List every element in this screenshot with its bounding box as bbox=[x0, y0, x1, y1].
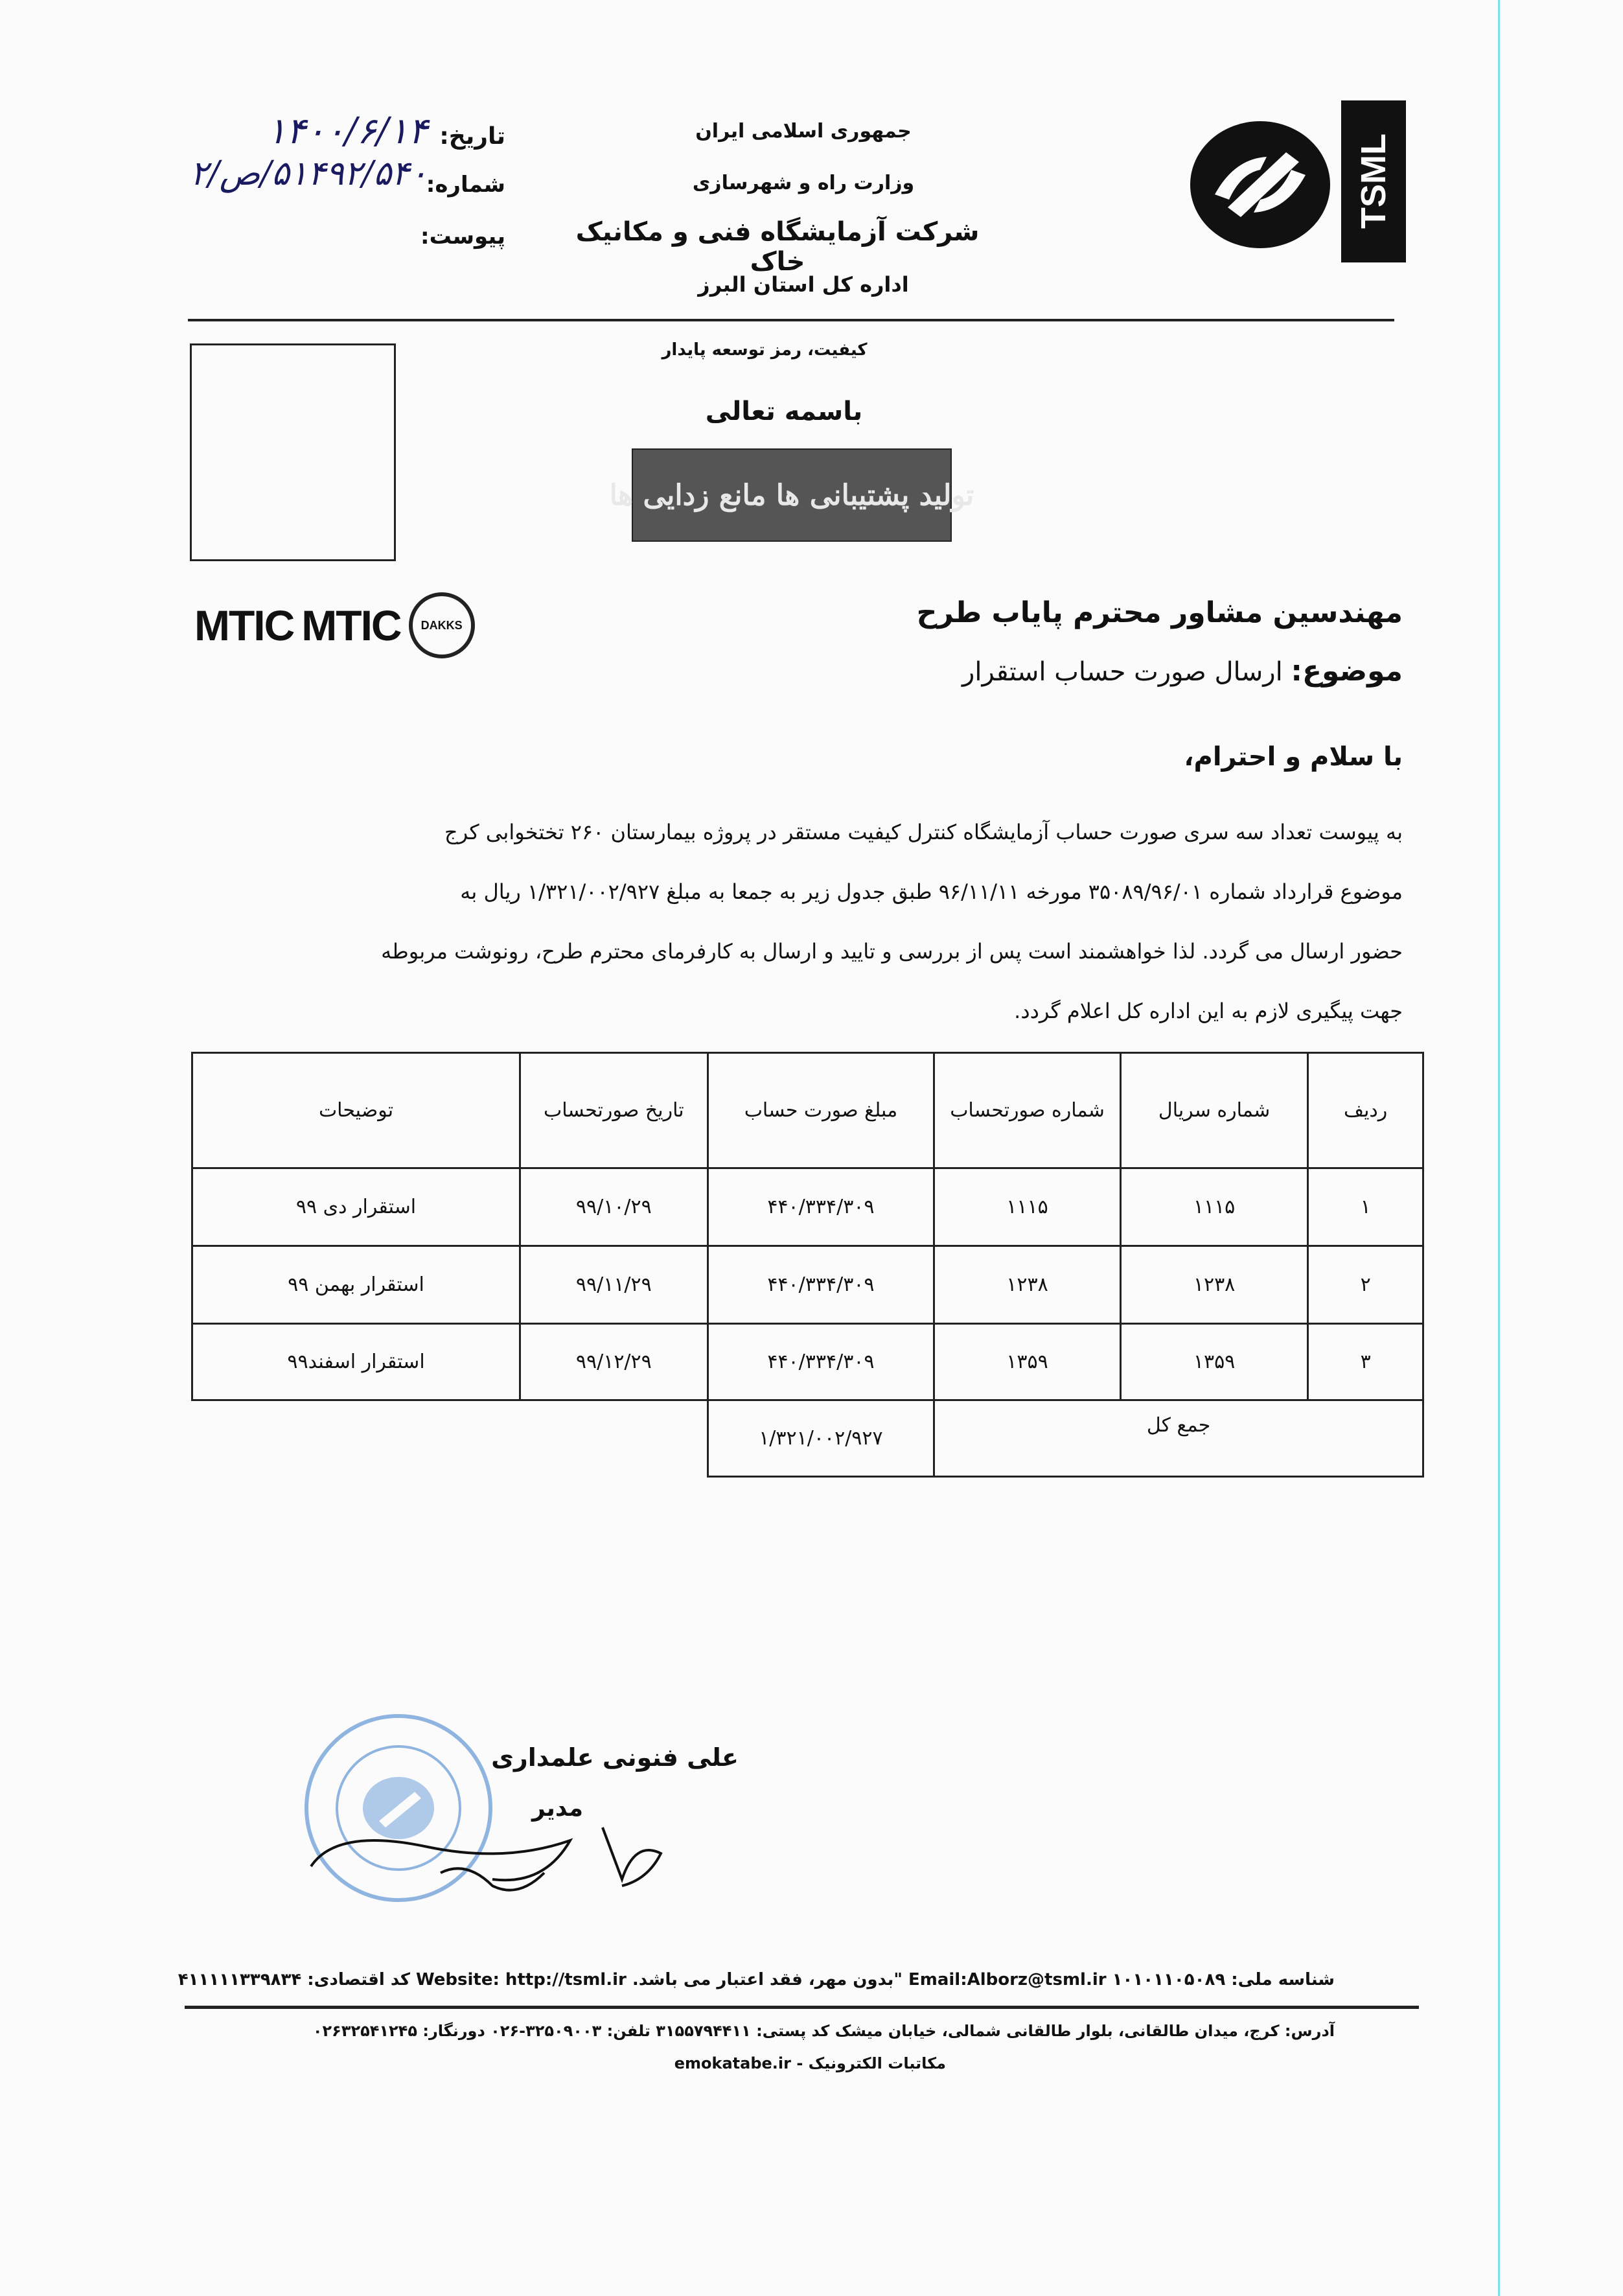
cell-serial: ۱۲۳۸ bbox=[1120, 1246, 1307, 1324]
scan-edge-line bbox=[1498, 0, 1500, 2296]
recipient: مهندسین مشاور محترم پایاب طرح bbox=[916, 596, 1403, 629]
footer-line-1: شناسه ملی: ۱۰۱۰۱۱۰۵۰۸۹ Email:Alborz@tsml.ir "بدون مهر، فقد اعتبار می باشد. Website: http://tsml.ir کد اقتصادی: ۴۱۱۱۱۱۳۳۹۸۳۴ bbox=[178, 1970, 1335, 1989]
country-name: جمهوری اسلامی ایران bbox=[695, 120, 912, 143]
subject-text: ارسال صورت حساب استقرار bbox=[962, 657, 1283, 687]
handwritten-signature-icon bbox=[298, 1802, 700, 1905]
subject-label: موضوع: bbox=[1291, 655, 1403, 688]
body-line: حضور ارسال می گردد. لذا خواهشمند است پس از بررسی و تایید و ارسال به کارفرمای محترم طرح، رونوشت مربوطه bbox=[381, 939, 1403, 964]
number-value: ۵۱۴۹۲/۵۴۰/ص/۲ bbox=[190, 154, 428, 193]
footer-line-2: آدرس: کرج، میدان طالقانی، بلوار طالقانی شمالی، خیابان میشک کد پستی: ۳۱۵۵۷۹۴۴۱۱ تلفن: ۳۲۵۰۹۰۰۳-۰۲۶ دورنگار: ۰۲۶۳۲۵۴۱۲۴۵ bbox=[312, 2022, 1335, 2040]
greeting: با سلام و احترام، bbox=[1184, 742, 1403, 772]
cell-amount: ۴۴۰/۳۳۴/۳۰۹ bbox=[708, 1168, 934, 1246]
bismillah: باسمه تعالی bbox=[705, 397, 863, 426]
body-line: به پیوست تعداد سه سری صورت حساب آزمایشگاه کنترل کیفیت مستقر در پروژه بیمارستان ۲۶۰ تختخوابی کرج bbox=[444, 820, 1403, 844]
header-cell-serial: شماره سریال bbox=[1120, 1053, 1307, 1168]
cell-description: استقرار دی ۹۹ bbox=[192, 1168, 520, 1246]
body-line: موضوع قرارداد شماره ۳۵۰۸۹/۹۶/۰۱ مورخه ۹۶/۱۱/۱۱ طبق جدول زیر به جمعا به مبلغ ۱/۳۲۱/۰۰۲/۹۲۷ ریال به bbox=[460, 879, 1403, 904]
table-header-row bbox=[192, 1053, 1423, 1168]
office-name: اداره کل استان البرز bbox=[698, 272, 909, 297]
cell-amount: ۴۴۰/۳۳۴/۳۰۹ bbox=[708, 1246, 934, 1324]
ministry-name: وزارت راه و شهرسازی bbox=[692, 172, 915, 194]
slogan-banner bbox=[609, 448, 974, 542]
header-cell-row-number: ردیف bbox=[1308, 1053, 1423, 1168]
table-row bbox=[192, 1324, 1423, 1400]
header-divider bbox=[188, 319, 1394, 321]
mtic-logo-1: MTIC bbox=[194, 601, 294, 649]
signer-name: علی فنونی علمداری bbox=[491, 1743, 739, 1772]
total-value: ۱/۳۲۱/۰۰۲/۹۲۷ bbox=[708, 1400, 934, 1477]
cell-date: ۹۹/۱۱/۲۹ bbox=[520, 1246, 708, 1324]
dakks-logo bbox=[409, 592, 475, 658]
slogan-text: تولید پشتیبانی ها مانع زدایی ها bbox=[609, 478, 974, 512]
tsml-logo-text: TSML bbox=[1354, 133, 1393, 229]
total-empty-cell bbox=[192, 1400, 708, 1477]
cell-amount: ۴۴۰/۳۳۴/۳۰۹ bbox=[708, 1324, 934, 1400]
table-total-row bbox=[192, 1400, 1423, 1477]
cell-serial: ۱۱۱۵ bbox=[1120, 1168, 1307, 1246]
cell-description: استقرار بهمن ۹۹ bbox=[192, 1246, 520, 1324]
signer-title: مدیر bbox=[532, 1795, 583, 1822]
cell-date: ۹۹/۱۰/۲۹ bbox=[520, 1168, 708, 1246]
letter-body bbox=[162, 802, 1403, 1041]
header-cell-invoice-number: شماره صورتحساب bbox=[934, 1053, 1121, 1168]
cell-invoice-number: ۱۲۳۸ bbox=[934, 1246, 1121, 1324]
cell-description: استقرار اسفند۹۹ bbox=[192, 1324, 520, 1400]
cell-invoice-number: ۱۳۵۹ bbox=[934, 1324, 1121, 1400]
subject-line bbox=[713, 655, 1403, 688]
invoice-table bbox=[191, 1052, 1424, 1478]
attachment-label: پیوست: bbox=[420, 224, 505, 249]
mtic-logo-2: MTIC bbox=[301, 601, 401, 649]
cell-date: ۹۹/۱۲/۲۹ bbox=[520, 1324, 708, 1400]
cert-logos bbox=[194, 590, 518, 661]
tsml-logo bbox=[1189, 97, 1409, 266]
company-name: شرکت آزمایشگاه فنی و مکانیک خاک bbox=[575, 217, 980, 277]
dakks-logo-text: DAKKS bbox=[420, 618, 463, 632]
total-label: جمع کل bbox=[934, 1400, 1423, 1477]
header-cell-amount: مبلغ صورت حساب bbox=[708, 1053, 934, 1168]
footer-divider bbox=[185, 2006, 1419, 2009]
number-label: شماره: bbox=[426, 172, 505, 198]
cell-row-number: ۱ bbox=[1308, 1168, 1423, 1246]
footer-line-3: مکاتبات الکترونیک - emokatabe.ir bbox=[674, 2054, 946, 2072]
photo-box bbox=[190, 343, 396, 561]
header-cell-description: توضیحات bbox=[192, 1053, 520, 1168]
cell-row-number: ۲ bbox=[1308, 1246, 1423, 1324]
header-cell-date: تاریخ صورتحساب bbox=[520, 1053, 708, 1168]
cell-serial: ۱۳۵۹ bbox=[1120, 1324, 1307, 1400]
body-line: جهت پیگیری لازم به این اداره کل اعلام گردد. bbox=[1014, 999, 1403, 1023]
table-row bbox=[192, 1168, 1423, 1246]
motto: کیفیت، رمز توسعه پایدار bbox=[662, 340, 868, 360]
cell-invoice-number: ۱۱۱۵ bbox=[934, 1168, 1121, 1246]
date-label: تاریخ: bbox=[439, 123, 505, 150]
table-row bbox=[192, 1246, 1423, 1324]
date-value: ۱۴۰۰/۶/۱۴ bbox=[266, 110, 428, 152]
cell-row-number: ۳ bbox=[1308, 1324, 1423, 1400]
